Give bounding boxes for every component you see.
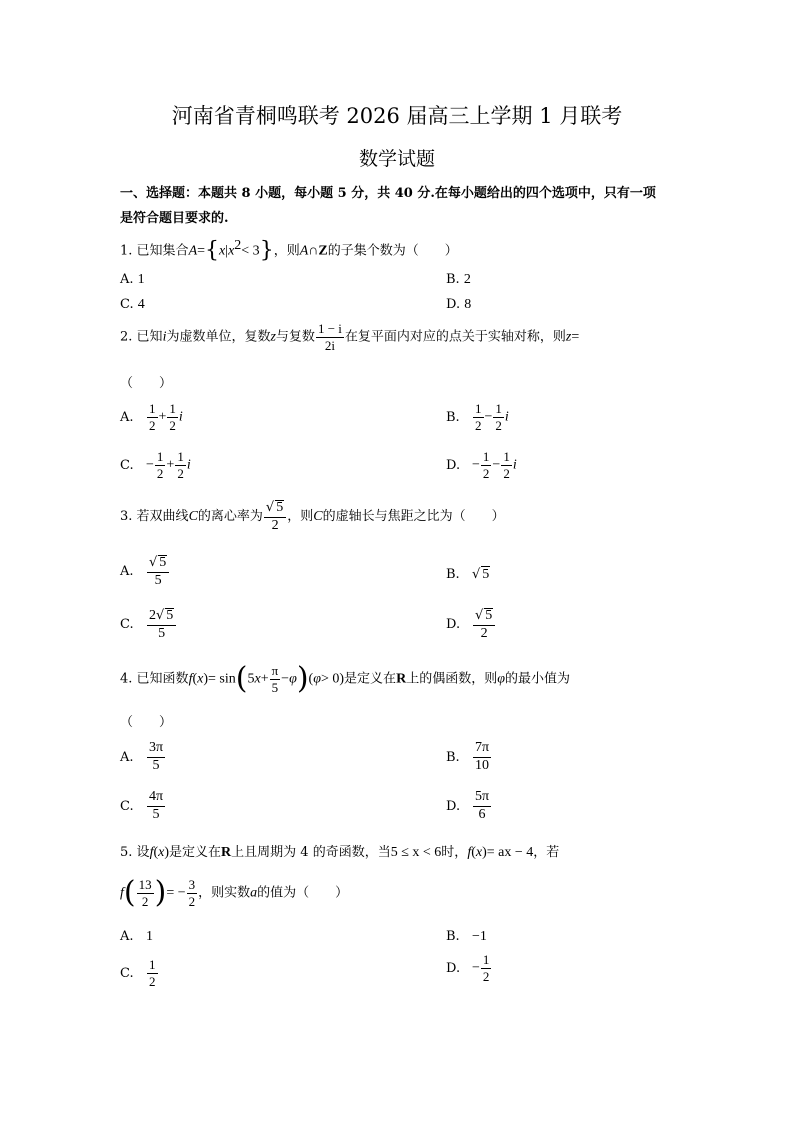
math-op: −	[472, 457, 480, 473]
fraction-denominator: 5	[271, 679, 279, 695]
fraction-denominator: 2	[156, 465, 164, 481]
math-fraction	[147, 741, 165, 773]
fraction-numerator: 1	[482, 449, 490, 464]
math-op: −	[146, 457, 154, 473]
fraction-denominator: 2	[482, 968, 490, 984]
question-number: 5.	[120, 845, 133, 860]
option-label: B.	[446, 272, 460, 287]
option-value: −1	[472, 929, 487, 944]
option-d	[446, 608, 496, 641]
math-fraction	[147, 958, 158, 988]
math-var: x	[254, 671, 261, 687]
question-text: 若双曲线	[136, 509, 189, 525]
math-op: +	[260, 671, 269, 687]
fraction-numerator: 3	[188, 877, 196, 892]
option-label: D.	[446, 457, 461, 473]
math-fraction	[270, 664, 281, 694]
sqrt-icon: √	[472, 567, 481, 582]
math-fraction	[187, 878, 198, 908]
option-b	[446, 272, 471, 288]
math-var: φ	[497, 671, 505, 687]
option-a	[120, 555, 170, 588]
option-label: C.	[120, 457, 134, 473]
question-number: 3.	[120, 509, 133, 525]
fraction-denominator: 2	[149, 417, 156, 433]
math-paren: )	[482, 845, 487, 860]
question-text: 的最小值为	[504, 671, 570, 687]
option-label: D.	[446, 617, 461, 633]
math-fraction	[137, 878, 154, 908]
question-text: 上的偶函数，则	[406, 671, 498, 687]
fraction-numerator: 5π	[473, 790, 491, 807]
fraction-denominator: 2i	[324, 337, 335, 353]
question-text: ，则	[273, 243, 300, 259]
option-label: C.	[120, 297, 134, 312]
fraction-denominator: 10	[475, 757, 490, 773]
math-var: f	[467, 845, 472, 860]
question-number: 2.	[120, 329, 133, 345]
option-b	[446, 929, 487, 945]
section-heading-line1: 一、选择题：本题共 8 小题，每小题 5 分，共 40 分.在每小题给出的四个选项中，只有一项	[120, 186, 656, 201]
option-value: 1	[146, 929, 153, 944]
math-op: < 3	[241, 243, 260, 259]
math-var: a	[250, 885, 258, 901]
fraction-denominator: 5	[152, 806, 160, 822]
option-c	[120, 790, 166, 822]
math-var: C	[313, 509, 323, 525]
question-text: 在复平面内对应的点关于实轴对称，则	[344, 329, 566, 345]
question-text: ，则	[287, 509, 314, 525]
sqrt-icon: √	[475, 608, 484, 623]
option-c	[120, 958, 159, 988]
math-fraction	[316, 322, 344, 352]
fraction-numerator: 1	[495, 401, 502, 416]
option-c	[120, 608, 177, 641]
coefficient: 2	[149, 608, 156, 623]
question-text: 是定义在	[344, 671, 397, 687]
option-d	[446, 790, 492, 822]
math-set: R	[221, 845, 232, 860]
math-exponent: 2	[234, 238, 242, 253]
math-op: =	[571, 329, 580, 345]
math-fraction	[147, 555, 169, 588]
fraction-numerator	[147, 608, 176, 626]
math-var: A	[188, 243, 198, 259]
fraction-denominator: 2	[475, 417, 482, 433]
option-c	[120, 297, 145, 313]
option-label: C.	[120, 965, 134, 981]
option-a	[120, 929, 153, 945]
math-op: =	[197, 243, 206, 259]
fraction-numerator: 1	[149, 401, 156, 416]
question-5	[120, 841, 559, 861]
radicand: 5	[485, 608, 493, 623]
option-value: 2	[463, 272, 471, 287]
option-d	[446, 450, 517, 480]
question-5-line2	[120, 875, 349, 911]
radicand: 5	[276, 500, 284, 515]
question-number: 4.	[120, 671, 133, 687]
math-fraction	[473, 608, 495, 641]
question-text: ，则实数	[198, 885, 251, 901]
question-2	[120, 322, 579, 352]
math-op: = sin	[208, 671, 236, 687]
math-paren: (	[153, 845, 159, 860]
question-text: 已知函数	[136, 671, 189, 687]
fraction-numerator: 1 − i	[317, 321, 342, 336]
question-3	[120, 500, 505, 533]
math-var: x	[219, 243, 226, 259]
radicand: 5	[482, 567, 490, 582]
fraction-numerator: 1	[169, 401, 176, 416]
fraction-numerator: 7π	[473, 741, 491, 758]
option-b	[446, 741, 492, 773]
math-brace: }	[259, 237, 274, 263]
option-a	[120, 741, 166, 773]
math-op: +	[158, 409, 167, 425]
radicand: 5	[159, 555, 167, 570]
fraction-denominator: 5	[158, 625, 166, 641]
math-op: |	[225, 243, 229, 259]
math-paren: )	[203, 671, 209, 687]
sqrt-icon: √	[149, 555, 158, 570]
math-fraction	[493, 402, 504, 432]
fraction-numerator	[147, 555, 169, 573]
option-label: A.	[120, 749, 134, 765]
option-label: B.	[446, 409, 460, 425]
math-var: f	[120, 885, 124, 901]
option-label: D.	[446, 798, 461, 814]
fraction-denominator: 6	[478, 806, 486, 822]
page-subtitle: 数学试题	[358, 148, 435, 170]
math-paren: )	[164, 845, 170, 860]
question-text: 是定义在	[169, 845, 222, 860]
fraction-denominator: 2	[141, 893, 149, 909]
option-value: 8	[464, 297, 472, 312]
question-text: ，若	[533, 845, 560, 860]
option-label: A.	[120, 272, 134, 287]
question-text: 的子集个数为（ ）	[327, 243, 458, 259]
question-4	[120, 661, 570, 697]
option-d	[446, 953, 492, 983]
math-paren: (	[192, 671, 198, 687]
fraction-numerator: 3π	[147, 741, 165, 758]
question-2-paren: （ ）	[120, 376, 173, 391]
math-set: R	[396, 671, 407, 687]
math-var: C	[188, 509, 198, 525]
math-var: z	[270, 329, 276, 345]
math-fraction	[147, 790, 165, 822]
math-paren: (	[308, 671, 314, 687]
fraction-denominator: 2	[482, 465, 490, 481]
fraction-numerator	[473, 608, 495, 626]
math-set: Z	[318, 243, 328, 259]
option-label: D.	[446, 297, 461, 312]
radicand: 5	[166, 608, 174, 623]
option-label: B.	[446, 749, 460, 765]
question-text: 的值为（ ）	[257, 885, 349, 901]
math-fraction	[147, 608, 176, 641]
question-text: 时，	[441, 845, 468, 860]
question-number: 1.	[120, 243, 133, 259]
math-fraction	[175, 450, 186, 480]
math-fraction	[473, 741, 491, 773]
math-var: φ	[289, 671, 297, 687]
math-op: −	[472, 960, 480, 976]
section-heading-line2: 是符合题目要求的.	[120, 211, 229, 226]
math-var: f	[149, 845, 154, 860]
math-fraction	[473, 790, 491, 822]
option-a	[120, 272, 145, 288]
math-fraction	[167, 402, 178, 432]
fraction-numerator: π	[271, 663, 279, 678]
fraction-numerator: 1	[177, 449, 184, 464]
option-c	[120, 450, 191, 480]
question-text: 的离心率为	[197, 509, 263, 525]
math-fraction	[264, 500, 286, 533]
math-expression: = ax − 4	[486, 845, 534, 860]
question-text: 上且周期为 4 的奇函数，当	[231, 845, 391, 860]
fraction-numerator: 1	[156, 449, 164, 464]
math-op: > 0	[320, 671, 340, 687]
sqrt-icon: √	[156, 608, 165, 623]
math-inequality: 5 ≤ x < 6	[390, 845, 442, 860]
math-var: i	[512, 457, 517, 473]
math-var: f	[188, 671, 193, 687]
fraction-denominator: 5	[154, 572, 162, 588]
math-paren: )	[296, 661, 309, 697]
math-number: 5	[247, 671, 255, 687]
math-var: z	[565, 329, 572, 345]
math-var: x	[158, 845, 165, 860]
math-fraction	[147, 402, 158, 432]
option-label: A.	[120, 929, 134, 944]
question-4-paren: （ ）	[120, 715, 173, 730]
math-paren: )	[339, 671, 345, 687]
option-label: A.	[120, 409, 134, 425]
fraction-numerator: 1	[475, 401, 482, 416]
math-paren: (	[235, 661, 248, 697]
option-label: B.	[446, 567, 460, 582]
fraction-numerator: 1	[503, 449, 510, 464]
fraction-denominator: 2	[149, 973, 156, 989]
math-var: i	[178, 409, 183, 425]
fraction-numerator: 1	[482, 952, 490, 967]
math-fraction	[155, 450, 166, 480]
option-a	[120, 402, 183, 432]
option-value: 4	[137, 297, 145, 312]
option-label: A.	[120, 564, 134, 580]
fraction-denominator: 2	[503, 465, 510, 481]
math-var: i	[504, 409, 509, 425]
fraction-numerator: 13	[138, 877, 152, 892]
math-fraction	[501, 450, 512, 480]
math-fraction	[481, 450, 492, 480]
sqrt-icon: √	[265, 500, 275, 515]
math-op: −	[281, 671, 290, 687]
option-label: C.	[120, 617, 134, 633]
question-text: 为虚数单位，复数	[166, 329, 271, 345]
math-op: = −	[166, 885, 186, 901]
option-label: D.	[446, 960, 461, 976]
math-var: x	[197, 671, 204, 687]
math-op: −	[484, 409, 493, 425]
question-text: 与复数	[275, 329, 315, 345]
math-var: φ	[313, 671, 321, 687]
question-text: 的虚轴长与焦距之比为（ ）	[322, 509, 505, 525]
option-b	[446, 566, 490, 583]
fraction-numerator: 1	[149, 957, 156, 972]
option-b	[446, 402, 509, 432]
math-fraction	[473, 402, 484, 432]
question-1	[120, 238, 458, 262]
math-var: i	[162, 329, 167, 345]
math-paren: (	[123, 875, 136, 911]
option-d	[446, 297, 471, 313]
math-paren: (	[471, 845, 476, 860]
question-text: 已知	[136, 329, 163, 345]
option-label: B.	[446, 929, 460, 944]
fraction-denominator: 2	[480, 625, 488, 641]
option-label: C.	[120, 798, 134, 814]
math-brace: {	[205, 237, 220, 263]
fraction-denominator: 2	[177, 465, 184, 481]
math-fraction	[481, 953, 492, 983]
fraction-denominator: 2	[169, 417, 176, 433]
math-var: A	[299, 243, 309, 259]
math-var: x	[228, 243, 235, 259]
page-title: 河南省青桐鸣联考 2026 届高三上学期 1 月联考	[171, 104, 623, 128]
math-var: i	[186, 457, 191, 473]
question-text: 已知集合	[136, 243, 189, 259]
fraction-denominator: 2	[495, 417, 502, 433]
fraction-denominator: 2	[271, 517, 279, 533]
math-op: ∩	[308, 243, 319, 259]
fraction-denominator: 2	[188, 893, 196, 909]
math-op: −	[492, 457, 501, 473]
fraction-numerator	[264, 500, 286, 518]
math-op: +	[166, 457, 175, 473]
option-value: 1	[137, 272, 145, 287]
fraction-numerator: 4π	[147, 790, 165, 807]
math-var: x	[475, 845, 483, 860]
question-text: 设	[136, 845, 150, 860]
fraction-denominator: 5	[152, 757, 160, 773]
math-paren: )	[154, 875, 167, 911]
